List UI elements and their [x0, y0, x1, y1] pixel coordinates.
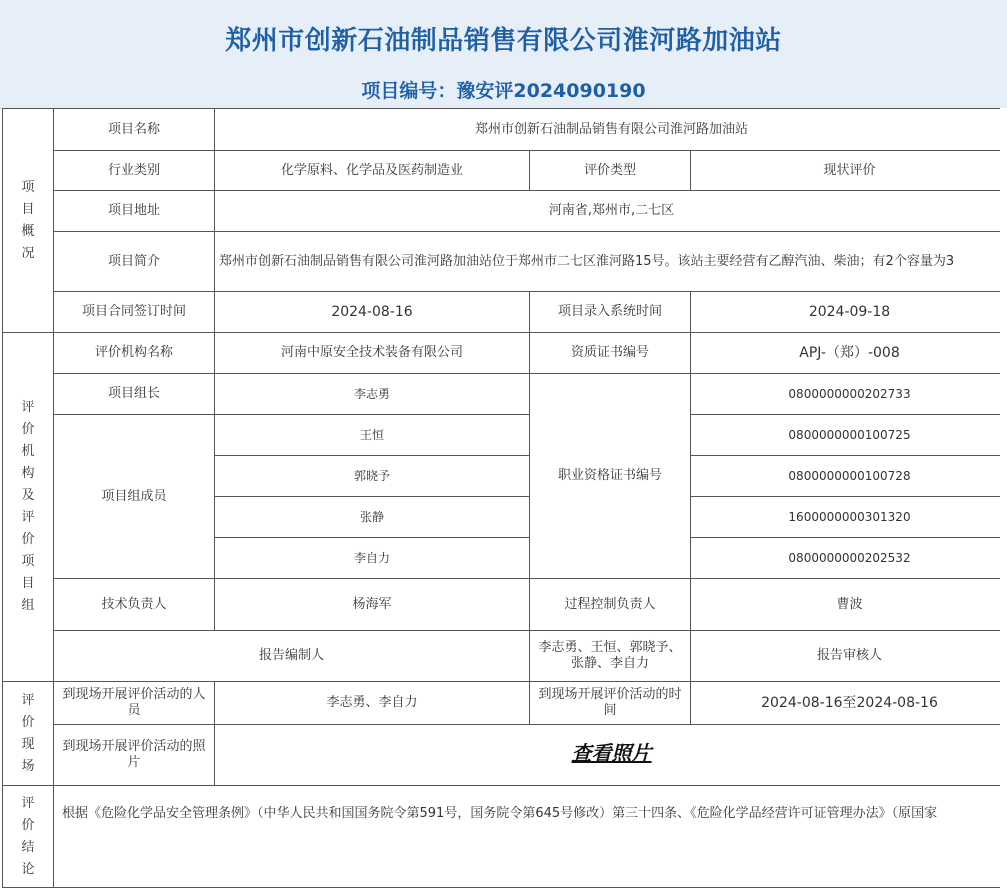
view-photos-link[interactable]: 查看照片	[571, 741, 652, 765]
site-staff-value: 李志勇、李自力	[215, 682, 530, 725]
industry-value: 化学原料、化学品及医药制造业	[215, 151, 530, 191]
member-cert: 0800000000100725	[691, 415, 1007, 456]
site-staff-label: 到现场开展评价活动的人员	[54, 682, 215, 725]
contract-time-value: 2024-08-16	[215, 292, 530, 333]
address-value: 河南省,郑州市,二七区	[215, 191, 1007, 232]
member-cert: 0800000000202532	[691, 538, 1007, 579]
qual-cert-label: 职业资格证书编号	[530, 374, 691, 579]
tech-lead-label: 技术负责人	[54, 579, 215, 631]
section-site: 评 价 现 场	[3, 682, 54, 786]
member-name: 李自力	[215, 538, 530, 579]
entry-time-label: 项目录入系统时间	[530, 292, 691, 333]
cert-no-value: APJ-（郑）-008	[691, 333, 1007, 374]
cert-no-label: 资质证书编号	[530, 333, 691, 374]
members-label: 项目组成员	[54, 415, 215, 579]
member-name: 王恒	[215, 415, 530, 456]
member-cert: 1600000000301320	[691, 497, 1007, 538]
report-reviewer-label: 报告审核人	[691, 631, 1007, 682]
process-lead-label: 过程控制负责人	[530, 579, 691, 631]
eval-type-label: 评价类型	[530, 151, 691, 191]
member-name: 李志勇	[215, 374, 530, 415]
entry-time-value: 2024-09-18	[691, 292, 1007, 333]
section-org: 评 价 机 构 及 评 价 项 目 组	[3, 333, 54, 682]
tech-lead-value: 杨海军	[215, 579, 530, 631]
member-cert: 0800000000202733	[691, 374, 1007, 415]
industry-label: 行业类别	[54, 151, 215, 191]
conclusion-text: 根据《危险化学品安全管理条例》（中华人民共和国国务院令第591号，国务院令第645号修改）第三十四条、《危险化学品经营许可证管理办法》（原国家	[54, 786, 1007, 888]
project-number: 项目编号：豫安评2024090190	[361, 80, 646, 102]
site-time-label: 到现场开展评价活动的时间	[530, 682, 691, 725]
project-name-value: 郑州市创新石油制品销售有限公司淮河路加油站	[215, 109, 1007, 151]
project-name-label: 项目名称	[54, 109, 215, 151]
project-info-table	[2, 108, 1007, 888]
contract-time-label: 项目合同签订时间	[54, 292, 215, 333]
page-header	[0, 0, 1007, 109]
leader-label: 项目组长	[54, 374, 215, 415]
member-name: 张静	[215, 497, 530, 538]
eval-type-value: 现状评价	[691, 151, 1007, 191]
section-overview: 项 目 概 况	[3, 109, 54, 333]
process-lead-value: 曹波	[691, 579, 1007, 631]
brief-value: 郑州市创新石油制品销售有限公司淮河路加油站位于郑州市二七区淮河路15号。该站主要经营有乙醇汽油、柴油；有2个容量为3	[215, 232, 1007, 292]
org-name-value: 河南中原安全技术装备有限公司	[215, 333, 530, 374]
report-author-value: 李志勇、王恒、郭晓予、张静、李自力	[530, 631, 691, 682]
page-title: 郑州市创新石油制品销售有限公司淮河路加油站	[225, 26, 782, 56]
org-name-label: 评价机构名称	[54, 333, 215, 374]
member-cert: 0800000000100728	[691, 456, 1007, 497]
address-label: 项目地址	[54, 191, 215, 232]
report-author-label: 报告编制人	[54, 631, 530, 682]
brief-label: 项目简介	[54, 232, 215, 292]
site-photo-label: 到现场开展评价活动的照片	[54, 725, 215, 786]
site-photo-cell	[215, 725, 1007, 786]
site-time-value: 2024-08-16至2024-08-16	[691, 682, 1007, 725]
member-name: 郭晓予	[215, 456, 530, 497]
section-conclusion: 评 价 结 论	[3, 786, 54, 888]
page-edge	[1000, 108, 1007, 888]
